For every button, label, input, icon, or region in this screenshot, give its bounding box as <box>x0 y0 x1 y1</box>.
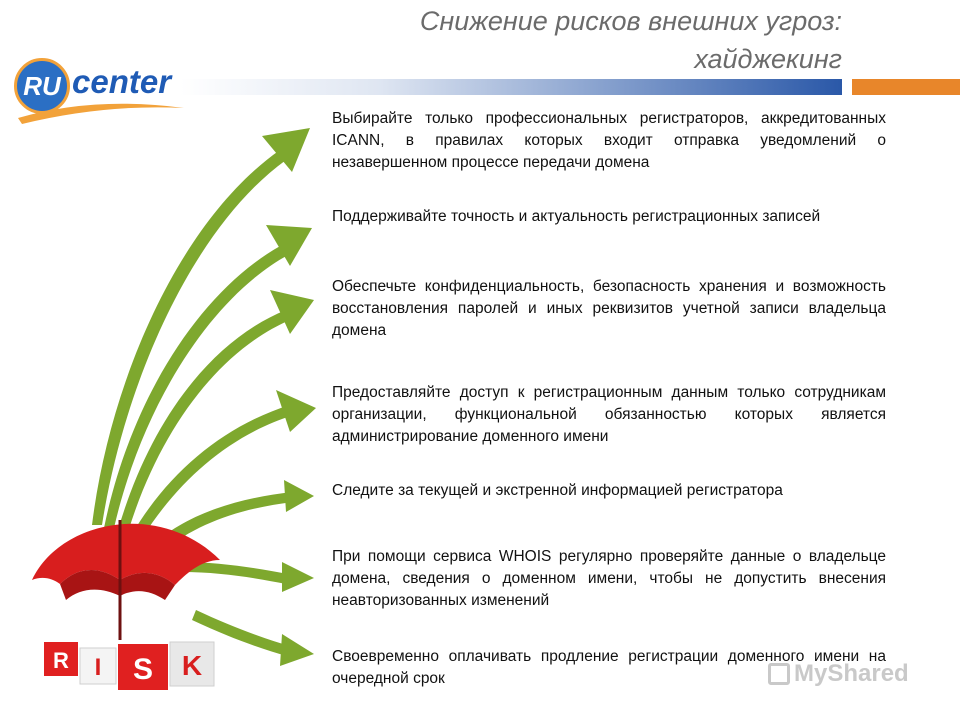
risk-letter-s: S <box>132 653 154 686</box>
risk-letter-r: R <box>53 648 69 673</box>
watermark-text: MyShared <box>794 660 909 687</box>
recommendation-item: Своевременно оплачивать продление регистрации доменного имени на очередной срок <box>332 648 886 687</box>
recommendation-item: Выбирайте только профессиональных регистраторов, аккредитованных ICANN, в правилах которых входит отправка уведомлений о незавершенном процессе передачи домена <box>332 110 886 171</box>
recommendation-item: Поддерживайте точность и актуальность регистрационных записей <box>332 208 821 225</box>
header-orange-bar <box>852 79 960 95</box>
recommendation-item: Обеспечьте конфиденциальность, безопасность хранения и возможность восстановления паролей и иных реквизитов учетной записи владельца домена <box>332 278 886 339</box>
umbrella-icon <box>32 520 220 640</box>
risk-letter-i: I <box>94 654 102 681</box>
logo-ru-badge: RU <box>14 58 70 114</box>
green-arrows-and-risk-umbrella-art <box>0 0 330 720</box>
logo-center-text: center <box>72 63 172 100</box>
risk-letter-k: K <box>181 650 203 681</box>
slide-title-line-1: Снижение рисков внешних угроз: <box>419 6 842 36</box>
slide-title-line-2: хайджекинг <box>694 44 842 74</box>
recommendation-item: При помощи сервиса WHOIS регулярно проверяйте данные о владельце домена, сведения о доменном имени, чтобы не допустить внесения неавторизованных изменений <box>332 548 886 609</box>
risk-cubes <box>44 642 214 690</box>
recommendation-item: Следите за текущей и экстренной информацией регистратора <box>332 482 783 499</box>
recommendation-item: Предоставляйте доступ к регистрационным данным только сотрудникам организации, функциональной обязанностью которых является администрирование доменного имени <box>332 384 886 445</box>
watermark <box>768 660 909 688</box>
watermark-icon <box>768 663 790 685</box>
